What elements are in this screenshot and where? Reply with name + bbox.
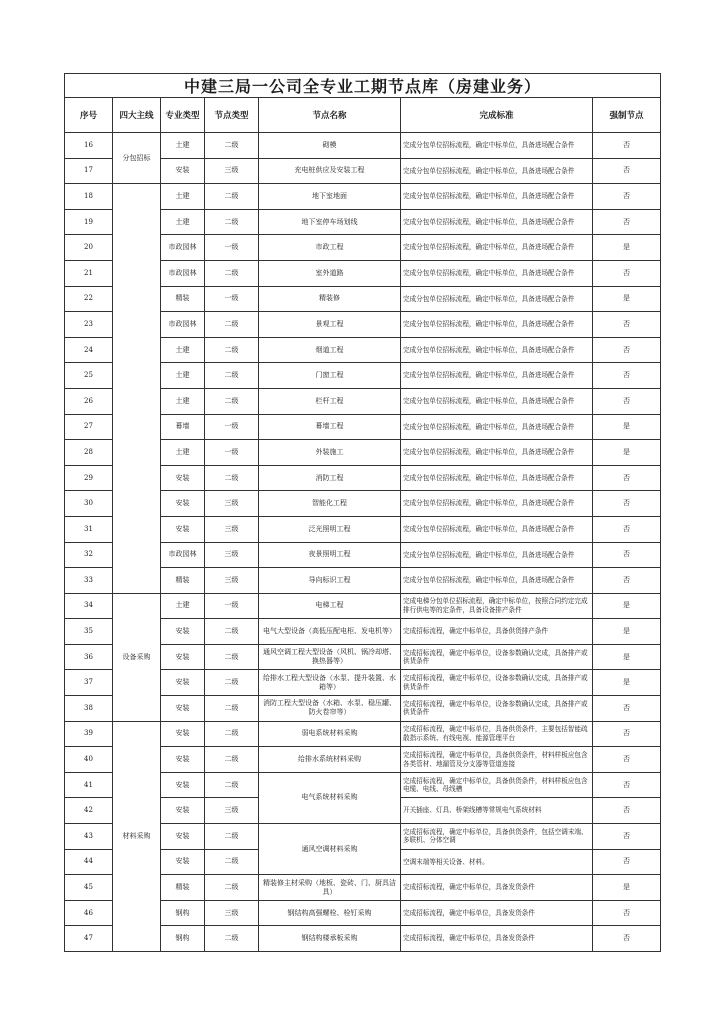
standard-cell: 空调末端等相关设备、材料。 <box>401 849 593 875</box>
node-type-cell: 三级 <box>205 542 259 568</box>
header-node-name: 节点名称 <box>259 98 401 133</box>
row-number: 17 <box>65 158 113 184</box>
node-name-cell: 砌模 <box>259 133 401 159</box>
table-row <box>65 133 661 159</box>
node-type-cell: 二级 <box>205 388 259 414</box>
header-profession: 专业类型 <box>161 98 205 133</box>
node-type-cell: 二级 <box>205 260 259 286</box>
row-number: 31 <box>65 516 113 542</box>
profession-cell: 安装 <box>161 696 205 722</box>
profession-cell: 土建 <box>161 440 205 466</box>
node-name-cell: 给排水工程大型设备（水泵、提升装置、水箱等） <box>259 670 401 696</box>
standard-cell: 完成招标流程，确定中标单位，具备供货排产条件 <box>401 619 593 645</box>
row-number: 32 <box>65 542 113 568</box>
standard-cell: 完成分包单位招标流程，确定中标单位，具备进场配合条件 <box>401 337 593 363</box>
header-standard: 完成标准 <box>401 98 593 133</box>
row-number: 29 <box>65 465 113 491</box>
node-name-cell: 钢结构楼承板采购 <box>259 926 401 952</box>
mandatory-cell: 否 <box>593 388 661 414</box>
node-type-cell: 二级 <box>205 772 259 798</box>
node-name-cell: 电气大型设备（高低压配电柜、发电机等） <box>259 619 401 645</box>
main-line-cell: 设备采购 <box>113 593 161 721</box>
mandatory-cell: 是 <box>593 593 661 619</box>
node-name-cell: 电气系统材料采购 <box>259 772 401 823</box>
standard-cell: 完成分包单位招标流程，确定中标单位，具备进场配合条件 <box>401 363 593 389</box>
node-type-cell: 二级 <box>205 747 259 773</box>
node-type-cell: 一级 <box>205 286 259 312</box>
node-name-cell: 市政工程 <box>259 235 401 261</box>
mandatory-cell: 否 <box>593 337 661 363</box>
mandatory-cell: 否 <box>593 516 661 542</box>
mandatory-cell: 否 <box>593 696 661 722</box>
mandatory-cell: 否 <box>593 363 661 389</box>
profession-cell: 安装 <box>161 747 205 773</box>
mandatory-cell: 是 <box>593 875 661 901</box>
standard-cell: 完成分包单位招标流程，确定中标单位，具备进场配合条件 <box>401 414 593 440</box>
row-number: 28 <box>65 440 113 466</box>
node-type-cell: 一级 <box>205 235 259 261</box>
mandatory-cell: 是 <box>593 286 661 312</box>
node-type-cell: 三级 <box>205 798 259 824</box>
profession-cell: 市政园林 <box>161 260 205 286</box>
mandatory-cell: 否 <box>593 568 661 594</box>
table-title: 中建三局一公司全专业工期节点库（房建业务） <box>65 74 661 98</box>
node-name-cell: 栏杆工程 <box>259 388 401 414</box>
node-name-cell: 消防工程大型设备（水箱、水泵、稳压罐、防火卷帘等） <box>259 696 401 722</box>
node-type-cell: 一级 <box>205 593 259 619</box>
row-number: 16 <box>65 133 113 159</box>
main-line-cell: 材料采购 <box>113 721 161 951</box>
row-number: 33 <box>65 568 113 594</box>
node-name-cell: 精装修 <box>259 286 401 312</box>
row-number: 39 <box>65 721 113 747</box>
node-type-cell: 二级 <box>205 875 259 901</box>
node-type-cell: 二级 <box>205 644 259 670</box>
mandatory-cell: 是 <box>593 670 661 696</box>
profession-cell: 精装 <box>161 875 205 901</box>
standard-cell: 完成招标流程，确定中标单位，设备参数确认完成，具备排产或供货条件 <box>401 644 593 670</box>
node-type-cell: 二级 <box>205 465 259 491</box>
node-type-cell: 二级 <box>205 363 259 389</box>
row-number: 22 <box>65 286 113 312</box>
node-name-cell: 景观工程 <box>259 312 401 338</box>
standard-cell: 完成分包单位招标流程，确定中标单位，具备进场配合条件 <box>401 312 593 338</box>
standard-cell: 完成分包单位招标流程，确定中标单位，具备进场配合条件 <box>401 440 593 466</box>
mandatory-cell: 否 <box>593 133 661 159</box>
node-type-cell: 二级 <box>205 670 259 696</box>
mandatory-cell: 否 <box>593 849 661 875</box>
mandatory-cell: 否 <box>593 260 661 286</box>
profession-cell: 土建 <box>161 593 205 619</box>
row-number: 45 <box>65 875 113 901</box>
standard-cell: 完成招标流程，确定中标单位，具备供货条件，包括空调末端、多联机、分体空调 <box>401 824 593 850</box>
node-name-cell: 导向标识工程 <box>259 568 401 594</box>
row-number: 43 <box>65 824 113 850</box>
node-name-cell: 门窗工程 <box>259 363 401 389</box>
node-name-cell: 泛光照明工程 <box>259 516 401 542</box>
standard-cell: 完成招标流程，确定中标单位，具备发货条件 <box>401 900 593 926</box>
standard-cell: 完成分包单位招标流程，确定中标单位，具备进场配合条件 <box>401 286 593 312</box>
profession-cell: 安装 <box>161 465 205 491</box>
node-name-cell: 地下室停车场划线 <box>259 209 401 235</box>
node-type-cell: 二级 <box>205 619 259 645</box>
node-type-cell: 三级 <box>205 568 259 594</box>
row-number: 18 <box>65 184 113 210</box>
node-name-cell: 充电桩供应及安装工程 <box>259 158 401 184</box>
row-number: 23 <box>65 312 113 338</box>
profession-cell: 安装 <box>161 491 205 517</box>
standard-cell: 完成分包单位招标流程，确定中标单位，具备进场配合条件 <box>401 542 593 568</box>
profession-cell: 市政园林 <box>161 312 205 338</box>
node-name-cell: 幕墙工程 <box>259 414 401 440</box>
standard-cell: 完成招标流程，确定中标单位，具备发货条件 <box>401 875 593 901</box>
row-number: 38 <box>65 696 113 722</box>
mandatory-cell: 是 <box>593 644 661 670</box>
row-number: 21 <box>65 260 113 286</box>
profession-cell: 安装 <box>161 798 205 824</box>
row-number: 30 <box>65 491 113 517</box>
row-number: 40 <box>65 747 113 773</box>
standard-cell: 完成分包单位招标流程，确定中标单位，具备进场配合条件 <box>401 388 593 414</box>
profession-cell: 市政园林 <box>161 542 205 568</box>
node-type-cell: 一级 <box>205 440 259 466</box>
node-name-cell: 消防工程 <box>259 465 401 491</box>
profession-cell: 安装 <box>161 824 205 850</box>
node-name-cell: 智能化工程 <box>259 491 401 517</box>
mandatory-cell: 是 <box>593 619 661 645</box>
profession-cell: 安装 <box>161 158 205 184</box>
row-number: 35 <box>65 619 113 645</box>
mandatory-cell: 否 <box>593 209 661 235</box>
standard-cell: 完成分包单位招标流程，确定中标单位，具备进场配合条件 <box>401 516 593 542</box>
standard-cell: 完成分包单位招标流程，确定中标单位，具备进场配合条件 <box>401 133 593 159</box>
row-number: 47 <box>65 926 113 952</box>
header-mandatory: 强制节点 <box>593 98 661 133</box>
profession-cell: 土建 <box>161 209 205 235</box>
node-name-cell: 电梯工程 <box>259 593 401 619</box>
standard-cell: 完成分包单位招标流程，确定中标单位，具备进场配合条件 <box>401 568 593 594</box>
profession-cell: 精装 <box>161 568 205 594</box>
node-type-cell: 三级 <box>205 516 259 542</box>
row-number: 37 <box>65 670 113 696</box>
node-name-cell: 通风空调工程大型设备（风机、锅冷却塔、换热器等） <box>259 644 401 670</box>
profession-cell: 钢构 <box>161 900 205 926</box>
standard-cell: 完成电梯分包单位招标流程，确定中标单位，按照合同约定完成排行供电等的定条件，具备设备排产条件 <box>401 593 593 619</box>
header-node-type: 节点类型 <box>205 98 259 133</box>
main-line-cell: 分包招标 <box>113 133 161 184</box>
row-number: 26 <box>65 388 113 414</box>
profession-cell: 安装 <box>161 644 205 670</box>
row-number: 46 <box>65 900 113 926</box>
mandatory-cell: 否 <box>593 184 661 210</box>
mandatory-cell: 是 <box>593 440 661 466</box>
profession-cell: 土建 <box>161 363 205 389</box>
node-type-cell: 二级 <box>205 926 259 952</box>
standard-cell: 完成招标流程，确定中标单位，具备供货条件，材料样板应包含各类管材、地漏管及分支器等管道连接 <box>401 747 593 773</box>
profession-cell: 安装 <box>161 619 205 645</box>
node-name-cell: 精装修主材采购（地板、瓷砖、门、厨具洁具） <box>259 875 401 901</box>
profession-cell: 安装 <box>161 772 205 798</box>
profession-cell: 安装 <box>161 849 205 875</box>
profession-cell: 土建 <box>161 388 205 414</box>
profession-cell: 幕墙 <box>161 414 205 440</box>
node-name-cell: 钢结构高强螺栓、栓钉采购 <box>259 900 401 926</box>
node-type-cell: 一级 <box>205 414 259 440</box>
node-name-cell: 夜景照明工程 <box>259 542 401 568</box>
node-type-cell: 二级 <box>205 849 259 875</box>
node-name-cell: 给排水系统材料采购 <box>259 747 401 773</box>
standard-cell: 完成分包单位招标流程，确定中标单位，具备进场配合条件 <box>401 158 593 184</box>
standard-cell: 完成分包单位招标流程，确定中标单位，具备进场配合条件 <box>401 465 593 491</box>
profession-cell: 土建 <box>161 184 205 210</box>
main-line-cell <box>113 184 161 594</box>
mandatory-cell: 否 <box>593 926 661 952</box>
mandatory-cell: 否 <box>593 824 661 850</box>
table-row <box>65 184 661 210</box>
header-main-line: 四大主线 <box>113 98 161 133</box>
node-type-cell: 二级 <box>205 312 259 338</box>
mandatory-cell: 否 <box>593 721 661 747</box>
row-number: 44 <box>65 849 113 875</box>
profession-cell: 钢构 <box>161 926 205 952</box>
row-number: 24 <box>65 337 113 363</box>
mandatory-cell: 否 <box>593 772 661 798</box>
standard-cell: 完成招标流程，确定中标单位，设备参数确认完成，具备排产或供货条件 <box>401 670 593 696</box>
standard-cell: 完成招标流程，确定中标单位，具备供货条件，材料样板应包含电缆、电线、母线槽 <box>401 772 593 798</box>
standard-cell: 完成分包单位招标流程，确定中标单位，具备进场配合条件 <box>401 260 593 286</box>
mandatory-cell: 否 <box>593 542 661 568</box>
row-number: 27 <box>65 414 113 440</box>
mandatory-cell: 是 <box>593 414 661 440</box>
mandatory-cell: 是 <box>593 235 661 261</box>
node-type-cell: 三级 <box>205 491 259 517</box>
row-number: 19 <box>65 209 113 235</box>
standard-cell: 完成分包单位招标流程，确定中标单位，具备进场配合条件 <box>401 209 593 235</box>
profession-cell: 安装 <box>161 670 205 696</box>
node-type-cell: 二级 <box>205 721 259 747</box>
standard-cell: 完成分包单位招标流程，确定中标单位，具备进场配合条件 <box>401 491 593 517</box>
header-row <box>65 98 661 133</box>
table-row <box>65 593 661 619</box>
node-name-cell: 室外道路 <box>259 260 401 286</box>
profession-cell: 土建 <box>161 337 205 363</box>
node-type-cell: 二级 <box>205 184 259 210</box>
mandatory-cell: 否 <box>593 465 661 491</box>
profession-cell: 安装 <box>161 721 205 747</box>
node-type-cell: 二级 <box>205 209 259 235</box>
node-name-cell: 通风空调材料采购 <box>259 824 401 875</box>
profession-cell: 市政园林 <box>161 235 205 261</box>
header-no: 序号 <box>65 98 113 133</box>
node-type-cell: 二级 <box>205 696 259 722</box>
mandatory-cell: 否 <box>593 158 661 184</box>
node-type-cell: 二级 <box>205 337 259 363</box>
node-name-cell: 外装施工 <box>259 440 401 466</box>
node-name-cell: 弱电系统材料采购 <box>259 721 401 747</box>
standard-cell: 完成招标流程，确定中标单位，具备发货条件 <box>401 926 593 952</box>
node-type-cell: 二级 <box>205 133 259 159</box>
node-library-table <box>64 73 661 952</box>
mandatory-cell: 否 <box>593 312 661 338</box>
node-name-cell: 地下室地面 <box>259 184 401 210</box>
standard-cell: 完成招标流程，确定中标单位，设备参数确认完成，具备排产或供货条件 <box>401 696 593 722</box>
standard-cell: 完成分包单位招标流程，确定中标单位，具备进场配合条件 <box>401 184 593 210</box>
mandatory-cell: 否 <box>593 798 661 824</box>
node-type-cell: 二级 <box>205 824 259 850</box>
row-number: 34 <box>65 593 113 619</box>
row-number: 41 <box>65 772 113 798</box>
node-name-cell: 烟道工程 <box>259 337 401 363</box>
row-number: 42 <box>65 798 113 824</box>
node-type-cell: 三级 <box>205 900 259 926</box>
profession-cell: 土建 <box>161 133 205 159</box>
standard-cell: 完成分包单位招标流程，确定中标单位，具备进场配合条件 <box>401 235 593 261</box>
mandatory-cell: 否 <box>593 900 661 926</box>
profession-cell: 精装 <box>161 286 205 312</box>
node-type-cell: 三级 <box>205 158 259 184</box>
table-body <box>65 133 661 952</box>
row-number: 36 <box>65 644 113 670</box>
profession-cell: 安装 <box>161 516 205 542</box>
standard-cell: 开关插座、灯具、桥架线槽等常规电气系统材料 <box>401 798 593 824</box>
mandatory-cell: 否 <box>593 491 661 517</box>
table-row <box>65 721 661 747</box>
mandatory-cell: 否 <box>593 747 661 773</box>
row-number: 20 <box>65 235 113 261</box>
standard-cell: 完成招标流程，确定中标单位，具备供货条件，主要包括智能疏散指示系统、有线电视、能源管理平台 <box>401 721 593 747</box>
row-number: 25 <box>65 363 113 389</box>
